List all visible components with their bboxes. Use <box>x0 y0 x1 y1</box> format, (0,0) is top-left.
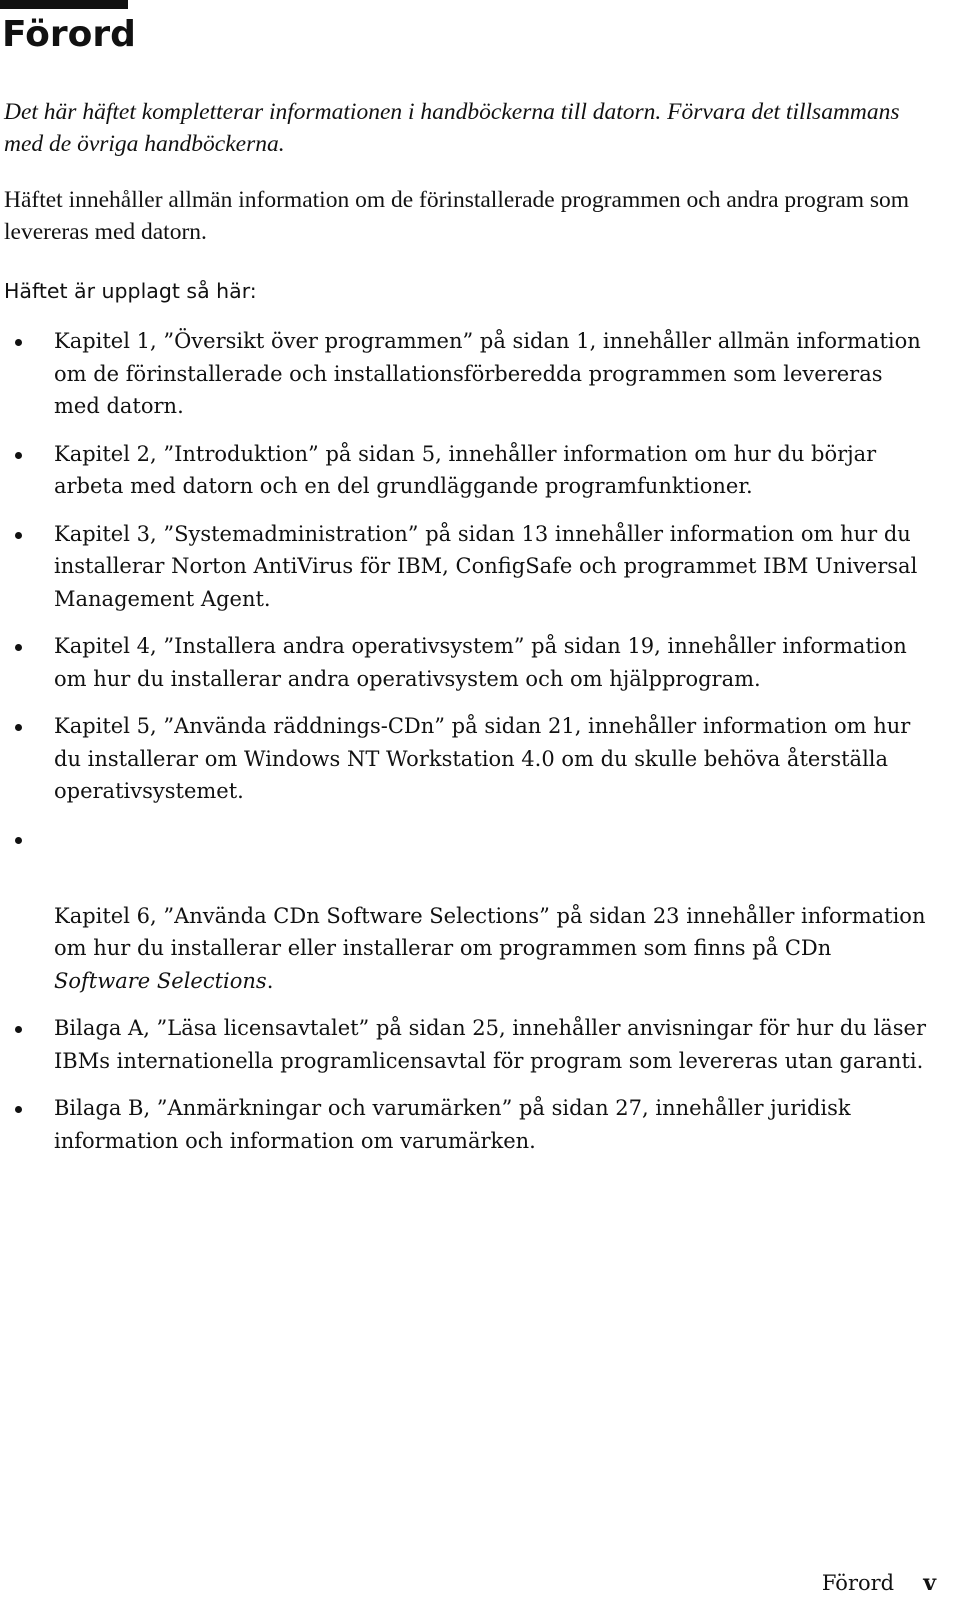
chapter-list <box>4 325 934 1157</box>
list-item-text: Kapitel 1, ”Översikt över programmen” på sidan 1, innehåller allmän information om de förinstallerade och installationsförberedda programmen som levereras med datorn. <box>54 329 921 418</box>
page-number: v <box>923 1570 936 1596</box>
bullet-icon <box>15 837 22 844</box>
detached-item-text: Kapitel 6, ”Använda CDn Software Selections” på sidan 23 innehåller information om hur du installerar eller installerar om programmen som finns på CDn <box>54 903 926 960</box>
list-item-text: Kapitel 4, ”Installera andra operativsystem” på sidan 19, innehåller information om hur du installerar andra operativsystem och om hjälpprogram. <box>54 634 907 691</box>
list-item <box>4 518 934 616</box>
detached-item-end: . <box>266 968 274 993</box>
page-title: Förord <box>2 14 136 55</box>
list-item <box>4 1092 934 1157</box>
intro-general: Häftet innehåller allmän information om de förinstallerade programmen och andra program som levereras med datorn. <box>4 187 910 245</box>
bullet-icon <box>15 724 22 731</box>
intro-structure: Häftet är upplagt så här: <box>4 279 257 303</box>
list-item-empty <box>4 823 934 855</box>
list-item-text: Kapitel 2, ”Introduktion” på sidan 5, innehåller information om hur du börjar arbeta med datorn och en del grundläggande programfunktioner. <box>54 441 877 498</box>
list-item-text: Kapitel 3, ”Systemadministration” på sidan 13 innehåller information om hur du installerar Norton AntiVirus för IBM, ConfigSafe och programmet IBM Universal Management Agent. <box>54 521 918 611</box>
footer-section-label: Förord <box>821 1571 895 1595</box>
bullet-icon <box>15 532 22 539</box>
list-item <box>4 438 934 503</box>
bullet-icon <box>15 452 22 459</box>
list-item-text: Kapitel 5, ”Använda räddnings-CDn” på sidan 21, innehåller information om hur du installerar om Windows NT Workstation 4.0 om du skulle behöva återställa operativsystemet. <box>54 714 911 803</box>
list-item <box>4 710 934 808</box>
page-content <box>4 96 934 1172</box>
bullet-icon <box>15 339 22 346</box>
list-item-text: Bilaga B, ”Anmärkningar och varumärken” på sidan 27, innehåller juridisk information och information om varumärken. <box>54 1096 851 1153</box>
list-item-detached <box>4 900 934 998</box>
top-rule <box>0 0 128 9</box>
page-footer <box>822 1570 936 1596</box>
bullet-icon <box>15 1026 22 1033</box>
list-item <box>4 1012 934 1077</box>
list-item <box>4 325 934 423</box>
list-item <box>4 630 934 695</box>
list-item-text: Bilaga A, ”Läsa licensavtalet” på sidan 25, innehåller anvisningar för hur du läser IBMs internationella programlicensavtal för program som levereras utan garanti. <box>54 1016 927 1073</box>
bullet-icon <box>15 1106 22 1113</box>
detached-item-italic: Software Selections <box>54 968 267 993</box>
intro-note: Det här häftet kompletterar informationen i handböckerna till datorn. Förvara det tillsammans med de övriga handböckerna. <box>4 99 900 157</box>
bullet-icon <box>15 644 22 651</box>
